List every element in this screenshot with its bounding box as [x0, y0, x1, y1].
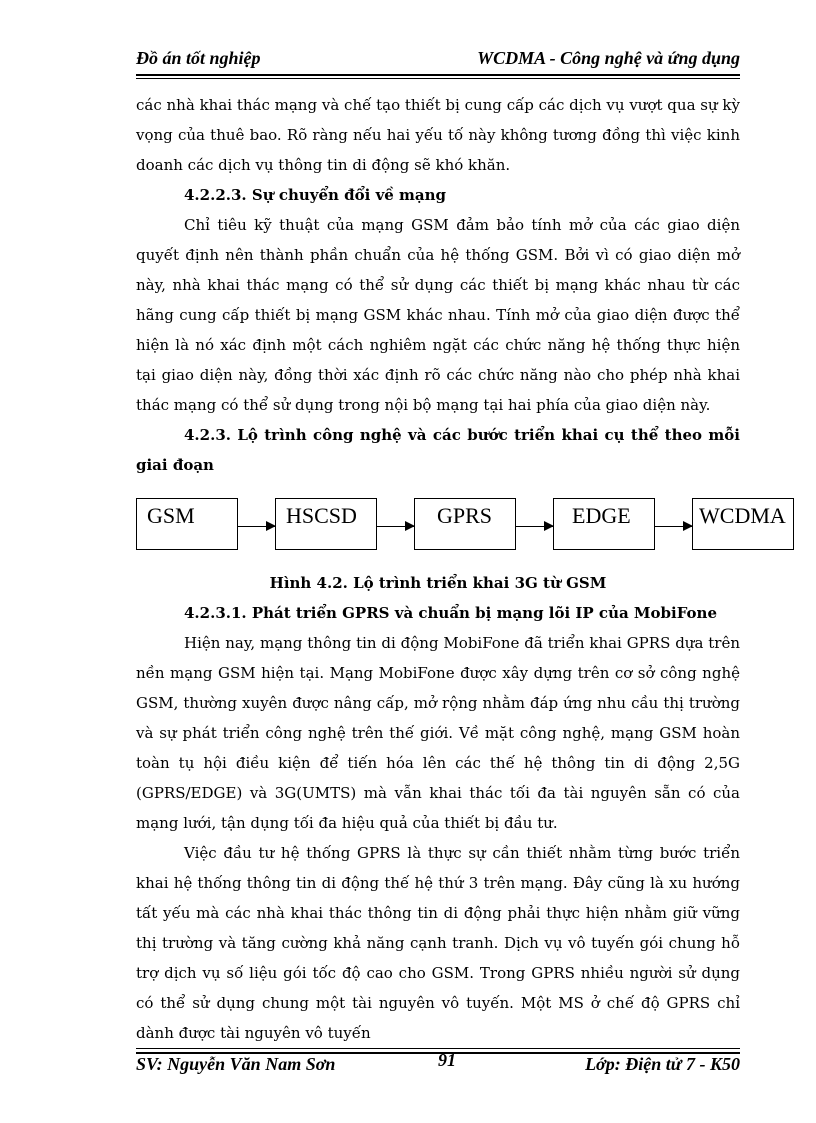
page-number: 91 — [438, 1050, 456, 1070]
section-heading-4-2-3: 4.2.3. Lộ trình công nghệ và các bước triển khai cụ thể theo mỗi giai đoạn — [136, 426, 740, 474]
footer-class: Lớp: Điện tử 7 - K50 — [585, 1054, 740, 1074]
header-title: Đồ án tốt nghiệp — [136, 48, 261, 68]
header-subject: WCDMA - Công nghệ và ứng dụng — [477, 48, 740, 68]
arrow-icon — [377, 526, 414, 527]
paragraph-3: Hiện nay, mạng thông tin di động MobiFone đã triển khai GPRS dựa trên nền mạng GSM hiện tại. Mạng MobiFone được xây dựng trên cơ sở công nghệ GSM, thường xuyên được nâng cấp, mở rộng nhằm đáp ứng nhu cầu thị trường và sự phát triển công nghệ trên thế giới. Về mặt công nghệ, mạng GSM hoàn toàn tụ hội điều kiện để tiến hóa lên các thế hệ thông tin di động 2,5G (GPRS/EDGE) và 3G(UMTS) mà vẫn khai thác tối đa tài nguyên sẵn có của mạng lưới, tận dụng tối đa hiệu quả của thiết bị đầu tư. — [136, 634, 740, 832]
page-footer — [136, 1050, 740, 1078]
header-rule-thick — [136, 74, 740, 76]
diagram-box-wcdma: WCDMA — [692, 498, 794, 550]
figure-caption: Hình 4.2. Lộ trình triển khai 3G từ GSM — [269, 574, 607, 592]
page-header — [136, 48, 740, 72]
paragraph-1: các nhà khai thác mạng và chế tạo thiết bị cung cấp các dịch vụ vượt qua sự kỳ vọng của thuê bao. Rõ ràng nếu hai yếu tố này không tương đồng thì việc kinh doanh các dịch vụ thông tin di động sẽ khó khăn. — [136, 96, 740, 174]
arrow-icon — [516, 526, 553, 527]
paragraph-2: Chỉ tiêu kỹ thuật của mạng GSM đảm bảo tính mở của các giao diện quyết định nên thành phần chuẩn của hệ thống GSM. Bởi vì có giao diện mở này, nhà khai thác mạng có thể sử dụng các thiết bị mạng khác nhau từ các hãng cung cấp thiết bị mạng GSM khác nhau. Tính mở của giao diện được thể hiện là nó xác định một cách nghiêm ngặt các chức năng hệ thống thực hiện tại giao diện này, đồng thời xác định rõ các chức năng nào cho phép nhà khai thác mạng có thể sử dụng trong nội bộ mạng tại hai phía của giao diện này. — [136, 216, 740, 414]
arrow-icon — [655, 526, 692, 527]
body-block-bottom — [136, 568, 740, 1048]
diagram-box-hscsd: HSCSD — [275, 498, 377, 550]
diagram-box-edge: EDGE — [553, 498, 655, 550]
footer-rule-thin — [136, 1048, 740, 1049]
body-block-top — [136, 90, 740, 480]
diagram-box-gprs: GPRS — [414, 498, 516, 550]
section-heading-4-2-2-3: 4.2.2.3. Sự chuyển đổi về mạng — [184, 186, 447, 204]
footer-student: SV: Nguyễn Văn Nam Sơn — [136, 1054, 336, 1074]
paragraph-4: Việc đầu tư hệ thống GPRS là thực sự cần thiết nhằm từng bước triển khai hệ thống thông tin di động thế hệ thứ 3 trên mạng. Đây cũng là xu hướng tất yếu mà các nhà khai thác thông tin di động phải thực hiện nhằm giữ vững thị trường và tăng cường khả năng cạnh tranh. Dịch vụ vô tuyến gói chung hỗ trợ dịch vụ số liệu gói tốc độ cao cho GSM. Trong GPRS nhiều người sử dụng có thể sử dụng chung một tài nguyên vô tuyến. Một MS ở chế độ GPRS chỉ dành được tài nguyên vô tuyến — [136, 844, 740, 1042]
diagram-box-gsm: GSM — [136, 498, 238, 550]
header-rule-thin — [136, 78, 740, 79]
arrow-icon — [238, 526, 275, 527]
section-heading-4-2-3-1: 4.2.3.1. Phát triển GPRS và chuẩn bị mạng lõi IP của MobiFone — [184, 604, 717, 622]
roadmap-diagram — [136, 498, 796, 554]
